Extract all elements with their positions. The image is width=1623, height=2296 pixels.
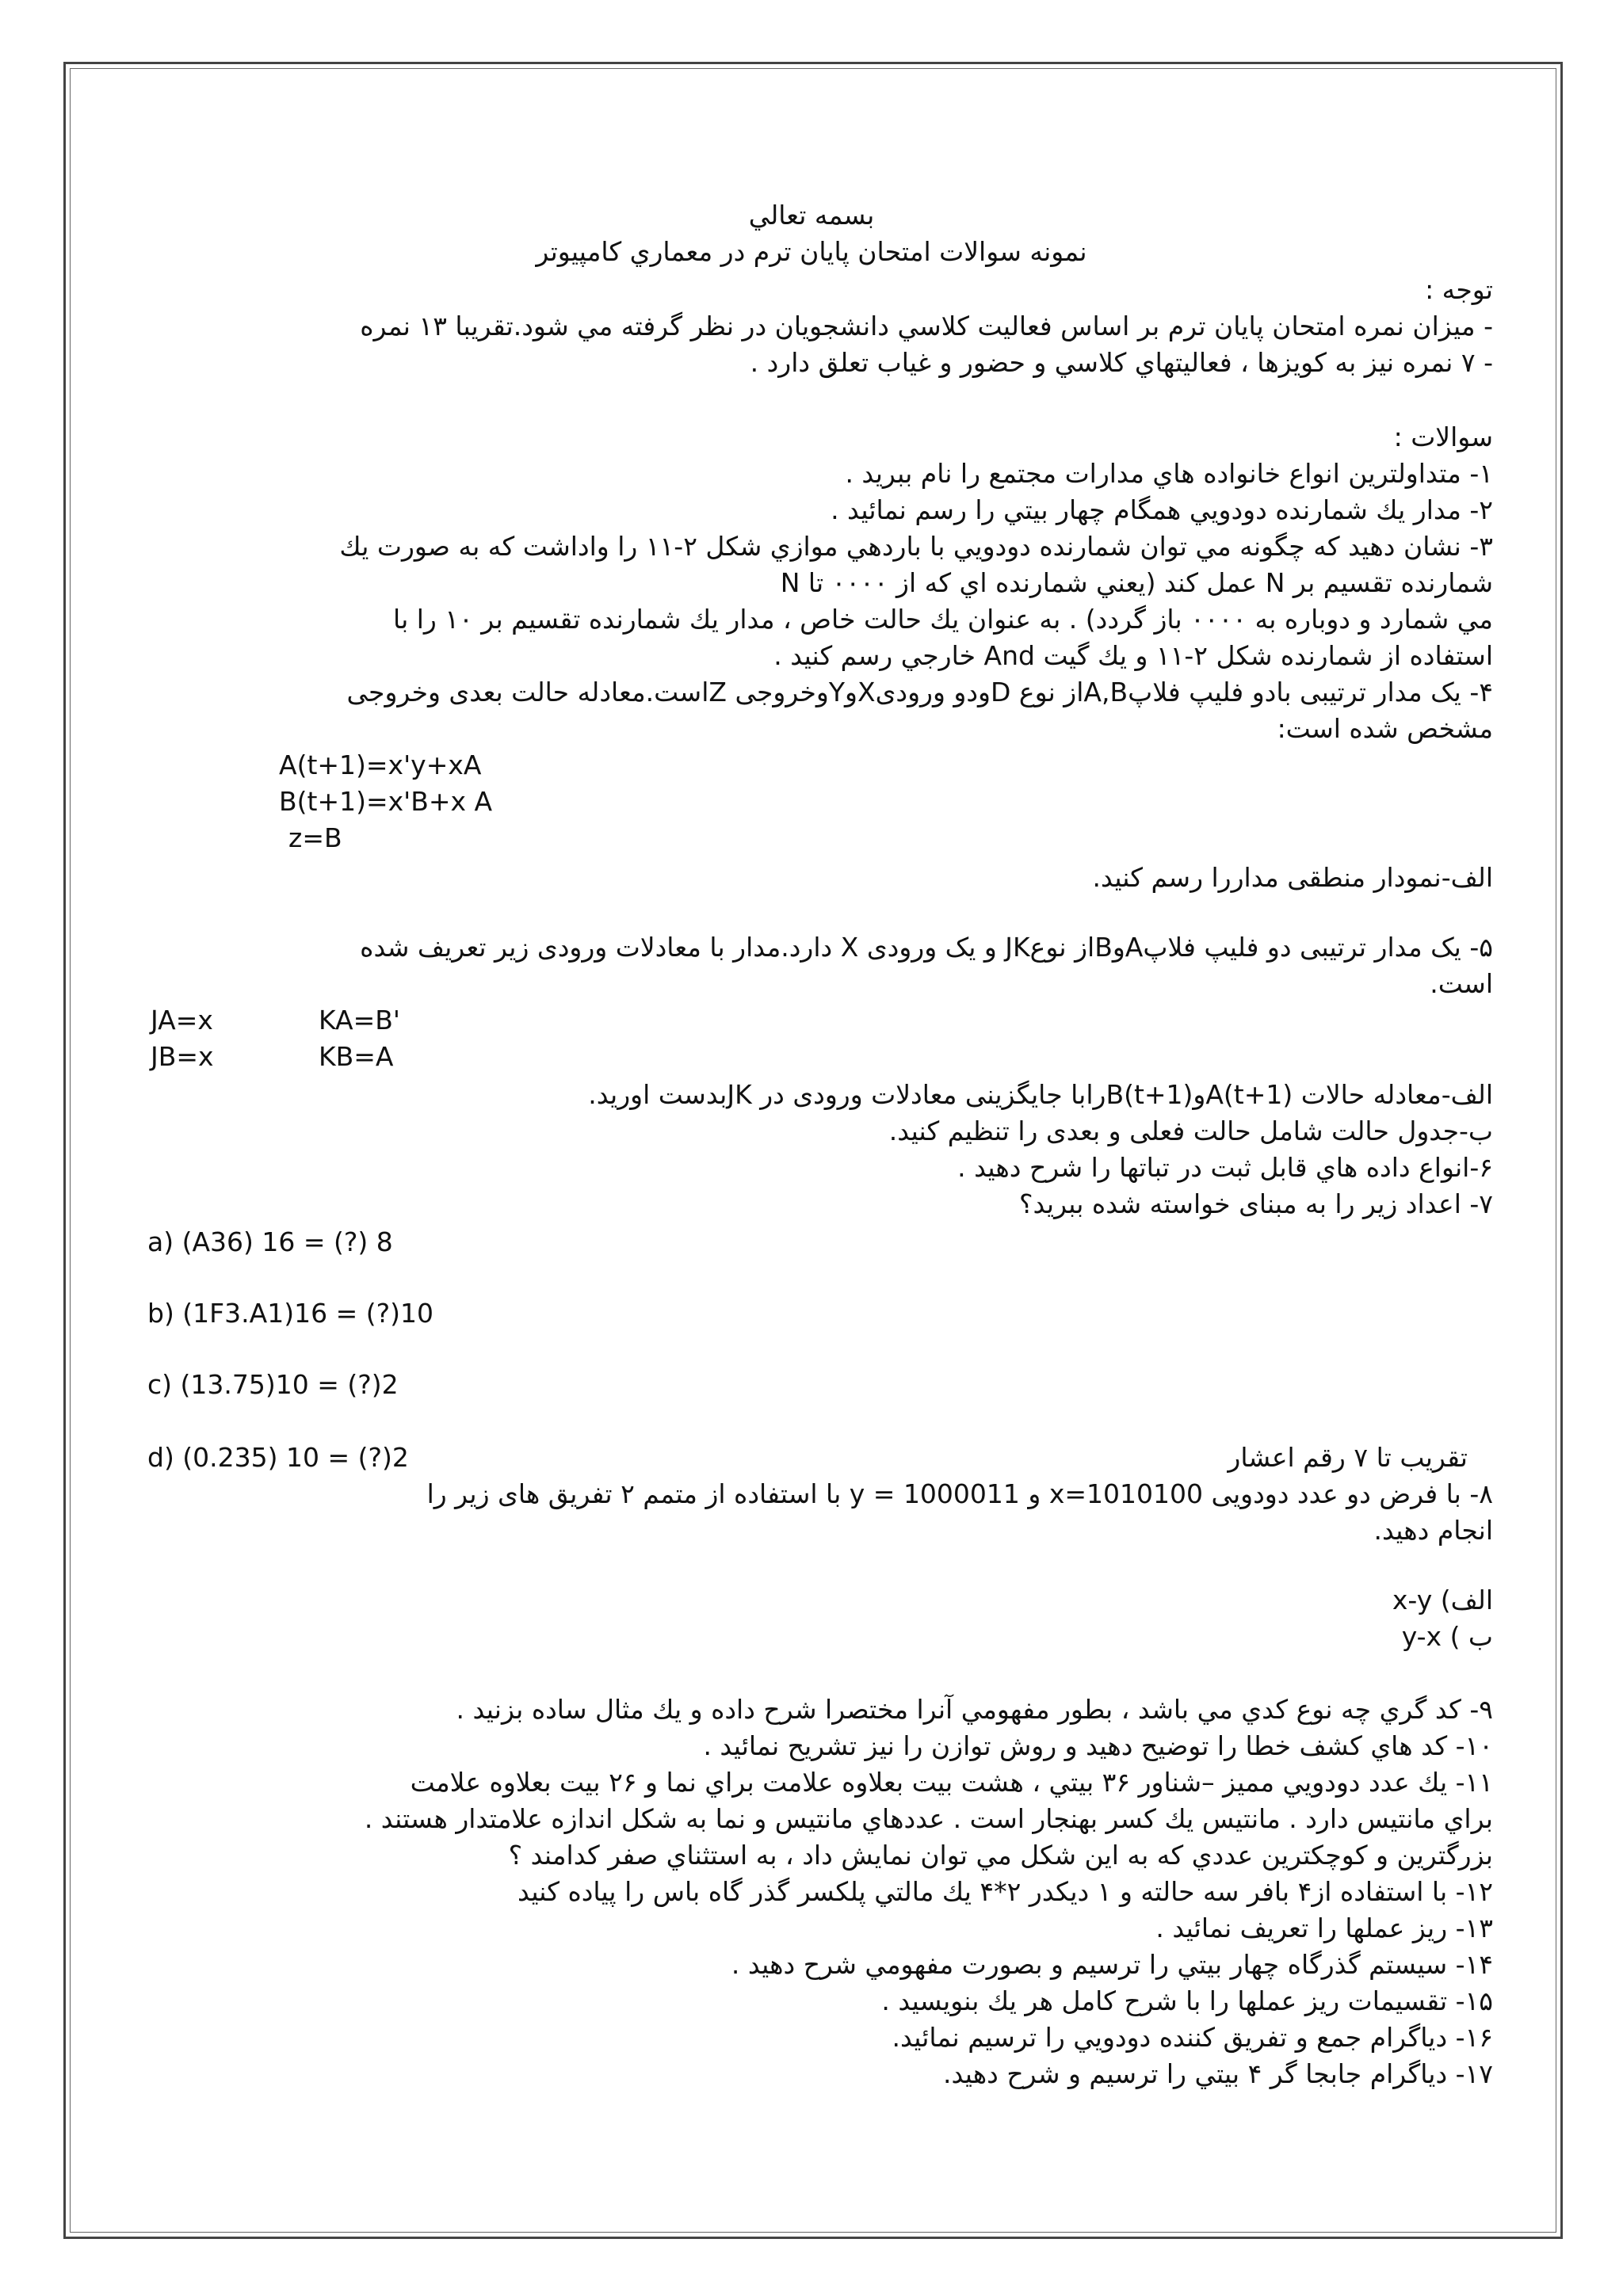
equation-jb: JB=x (151, 1041, 214, 1072)
note-heading: توجه : (1425, 274, 1493, 305)
equation-b: B(t+1)=x'B+x A (279, 786, 493, 817)
question-11-line-1: ۱۱- يك عدد دودويي مميز –شناور ۳۶ بيتي ، هشت بيت بعلاوه علامت براي نما و ۲۶ بيت بعلاوه علامت (410, 1767, 1493, 1798)
question-13: ۱۳- ريز عملها را تعريف نمائيد . (1155, 1913, 1493, 1943)
question-3-line-1: ۳- نشان دهيد كه چگونه مي توان شمارنده دودويي با باردهي موازي شكل ۲-۱۱ را واداشت كه به صورت يك (339, 531, 1493, 562)
note-line-1: - ميزان نمره امتحان پايان ترم بر اساس فعاليت كلاسي دانشجويان در نظر گرفته مي شود.تقريبا ۱۳ نمره (360, 311, 1493, 341)
conversion-a: a) (A36) 16 = (?) 8 (147, 1226, 393, 1257)
question-5-part-a: الف-معادله حالات A(t+1)وB(t+1)رابا جایگزینی معادلات ورودی در JKبدست اورید. (588, 1079, 1493, 1110)
question-3-line-3: مي شمارد و دوباره به ۰۰۰۰ باز گردد) . به عنوان يك حالت خاص ، مدار يك شمارنده تقسيم بر ۱۰ را با (393, 604, 1493, 635)
conversion-b: b) (1F3.A1)16 = (?)10 (147, 1298, 433, 1329)
question-8-line-1: ۸- با فرض دو عدد دودویی x=1010100 و y = 1000011 با استفاده از متمم ۲ تفریق های زیر را (426, 1478, 1493, 1509)
equation-a: A(t+1)=x'y+xA (279, 749, 482, 780)
question-1: ۱- متداولترين انواع خانواده هاي مدارات مجتمع را نام ببريد . (845, 458, 1493, 489)
question-2: ۲- مدار يك شمارنده دودويي همگام چهار بيتي را رسم نمائيد . (831, 494, 1493, 525)
question-12: ۱۲- با استفاده از۴ بافر سه حالته و ۱ ديكدر ۲*۴ يك مالتي پلكسر گذر گاه باس را پياده كنيد (517, 1876, 1493, 1907)
question-16: ۱۶- دياگرام جمع و تفريق كننده دودويي را ترسيم نمائيد. (892, 2022, 1493, 2053)
question-4-line-2: مشخص شده است: (1277, 713, 1493, 744)
question-9: ۹- كد گري چه نوع كدي مي باشد ، بطور مفهومي آنرا مختصرا شرح داده و يك مثال ساده بزنيد . (456, 1694, 1493, 1725)
conversion-c: c) (13.75)10 = (?)2 (147, 1369, 399, 1400)
question-14: ۱۴- سيستم گذرگاه چهار بيتي را ترسيم و بصورت مفهومي شرح دهيد . (731, 1949, 1493, 1980)
question-8-part-b: ب ) y-x (1401, 1621, 1493, 1652)
equation-ja: JA=x (151, 1005, 213, 1035)
equation-ka: KA=B' (319, 1005, 400, 1035)
question-7: ۷- اعداد زیر را به مبنای خواسته شده ببرید؟ (1019, 1188, 1493, 1219)
question-3-line-4: استفاده از شمارنده شكل ۲-۱۱ و يك گيت And خارجي رسم كنيد . (773, 640, 1493, 671)
question-4-part-a: الف-نمودار منطقی مداررا رسم کنید. (1092, 862, 1493, 893)
question-15: ۱۵- تقسيمات ريز عملها را با شرح كامل هر يك بنويسيد . (881, 1985, 1493, 2016)
equation-z: z=B (288, 822, 342, 853)
question-4-line-1: ۴- یک مدار ترتیبی بادو فلیپ فلاپA,Bاز نوع Dودو ورودیXوYوخروجی Zاست.معادله حالت بعدی وخروجی (346, 677, 1493, 707)
question-6: ۶-انواع داده هاي قابل ثبت در تباتها را شرح دهيد . (957, 1152, 1493, 1183)
note-line-2: - ۷ نمره نيز به كويزها ، فعاليتهاي كلاسي و حضور و غياب تعلق دارد . (750, 347, 1493, 378)
questions-heading: سوالات : (1393, 421, 1493, 452)
page-title-basmala: بسمه تعالي (748, 200, 875, 231)
question-5-line-1: ۵- یک مدار ترتیبی دو فلیپ فلاپAوBاز نوعJK و یک ورودی X دارد.مدار با معادلات ورودی زیر تعریف شده (360, 932, 1493, 963)
question-3-line-2: شمارنده تقسيم بر N عمل كند (يعني شمارنده اي كه از ۰۰۰۰ تا N (780, 567, 1493, 598)
question-5-part-b: ب-جدول حالت شامل حالت فعلی و بعدی را تنظیم کنید. (888, 1116, 1493, 1146)
conversion-d: d) (0.235) 10 = (?)2 (147, 1442, 409, 1473)
conversion-d-note: تقریب تا ۷ رقم اعشار (1228, 1442, 1468, 1473)
question-10: ۱۰- كد هاي كشف خطا را توضيح دهيد و روش توازن را نيز تشريح نمائيد . (703, 1730, 1493, 1761)
question-11-line-3: بزرگترين و كوچكترين عددي كه به اين شكل مي توان نمايش داد ، به استثناي صفر كدامند ؟ (508, 1840, 1493, 1871)
question-11-line-2: براي مانتيس دارد . مانتيس يك كسر بهنجار است . عددهاي مانتيس و نما به شكل اندازه علامتدار هستند . (364, 1803, 1493, 1834)
question-8-line-2: انجام دهید. (1373, 1515, 1493, 1546)
page-title: نمونه سوالات امتحان پايان ترم در معماري كامپيوتر (536, 236, 1087, 267)
question-8-part-a: الف) x-y (1392, 1585, 1493, 1615)
equation-kb: KB=A (319, 1041, 394, 1072)
question-17: ۱۷- دياگرام جابجا گر ۴ بيتي را ترسيم و شرح دهيد. (943, 2058, 1493, 2089)
question-5-line-2: است. (1430, 968, 1493, 999)
